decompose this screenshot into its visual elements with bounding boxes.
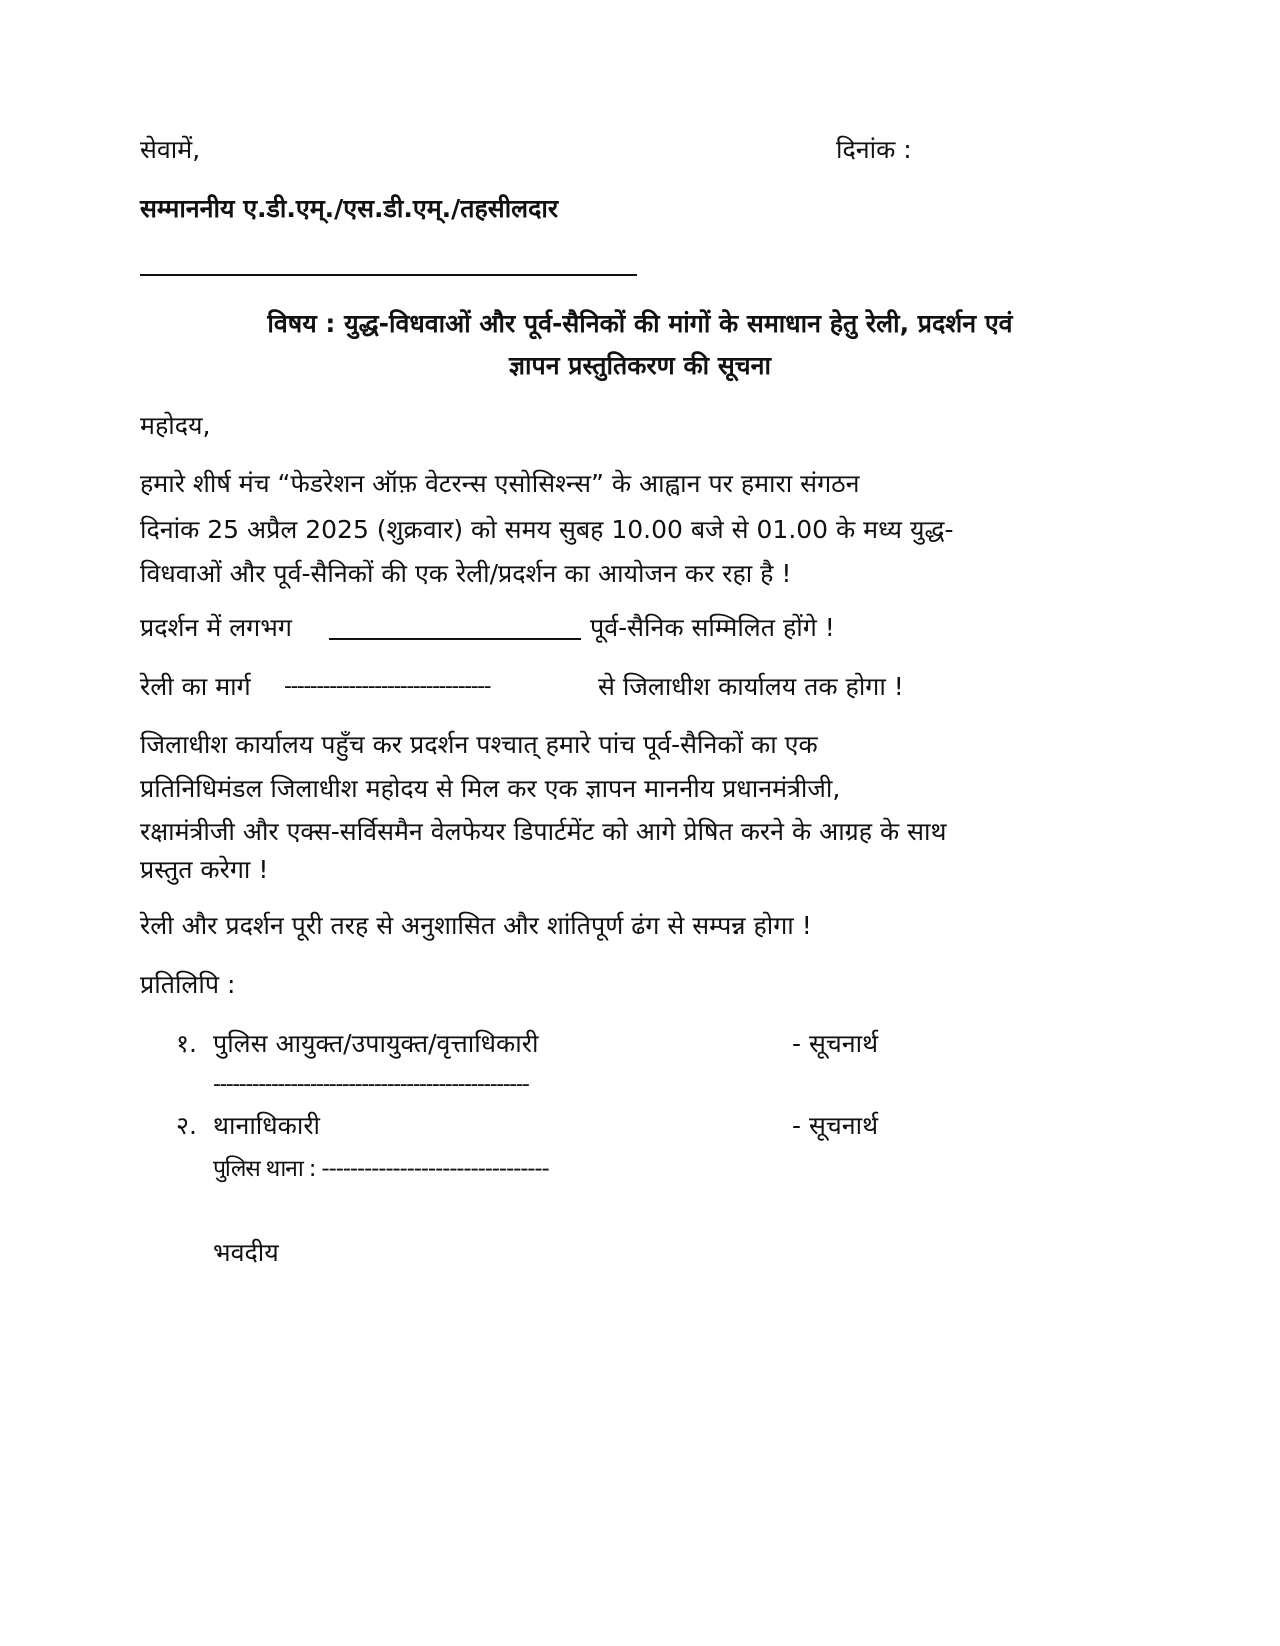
route-prefix: रेली का मार्ग [140, 672, 251, 701]
route-blank: -------------------------------- [284, 674, 491, 699]
copy-recipient: थानाधिकारी [213, 1111, 321, 1140]
copy-purpose: - सूचनार्थ [792, 1111, 879, 1140]
para3: रेली और प्रदर्शन पूरी तरह से अनुशासित और शांतिपूर्ण ढंग से सम्पन्न होगा ! [140, 911, 812, 940]
para1-line: विधवाओं और पूर्व-सैनिकों की एक रेली/प्रदर्शन का आयोजन कर रहा है ! [140, 559, 792, 588]
para2-line: जिलाधीश कार्यालय पहुँच कर प्रदर्शन पश्चात् हमारे पांच पूर्व-सैनिकों का एक [140, 730, 818, 759]
closing: भवदीय [213, 1238, 279, 1267]
salutation-to: सेवामें, [140, 135, 201, 164]
route-suffix: से जिलाधीश कार्यालय तक होगा ! [598, 672, 904, 701]
subject-line-2: ज्ञापन प्रस्तुतिकरण की सूचना [509, 351, 771, 380]
participants-prefix: प्रदर्शन में लगभग [140, 613, 292, 642]
greeting: महोदय, [140, 411, 211, 440]
para1-line: हमारे शीर्ष मंच “फेडरेशन ऑफ़ वेटरन्स एसोसिश्न्स” के आह्वान पर हमारा संगठन [140, 469, 860, 498]
police-station-line: पुलिस थाना : -------------------------------- [213, 1156, 549, 1182]
participants-blank-line [329, 638, 581, 640]
copy-number: १. [176, 1029, 197, 1058]
para2-line: प्रतिनिधिमंडल जिलाधीश महोदय से मिल कर एक ज्ञापन माननीय प्रधानमंत्रीजी, [140, 774, 841, 803]
para2-line: प्रस्तुत करेगा ! [140, 855, 269, 884]
subject-line-1: विषय : युद्ध-विधवाओं और पूर्व-सैनिकों की मांगों के समाधान हेतु रेली, प्रदर्शन एवं [267, 309, 1013, 338]
copy-blank: ------------------------------------------------- [213, 1072, 529, 1097]
participants-suffix: पूर्व-सैनिक सम्मिलित होंगे ! [590, 613, 835, 642]
address-blank-line [140, 274, 637, 276]
para1-line: दिनांक 25 अप्रैल 2025 (शुक्रवार) को समय सुबह 10.00 बजे से 01.00 के मध्य युद्ध- [140, 515, 954, 544]
copy-label: प्रतिलिपि : [140, 970, 236, 999]
para2-line: रक्षामंत्रीजी और एक्स-सर्विसमैन वेलफेयर डिपार्टमेंट को आगे प्रेषित करने के आग्रह के साथ [140, 817, 947, 846]
addressee: सम्माननीय ए.डी.एम्./एस.डी.एम्./तहसीलदार [140, 194, 559, 223]
copy-recipient: पुलिस आयुक्त/उपायुक्त/वृत्ताधिकारी [213, 1029, 539, 1058]
date-label: दिनांक : [836, 135, 912, 164]
copy-number: २. [176, 1111, 197, 1140]
copy-purpose: - सूचनार्थ [792, 1029, 879, 1058]
